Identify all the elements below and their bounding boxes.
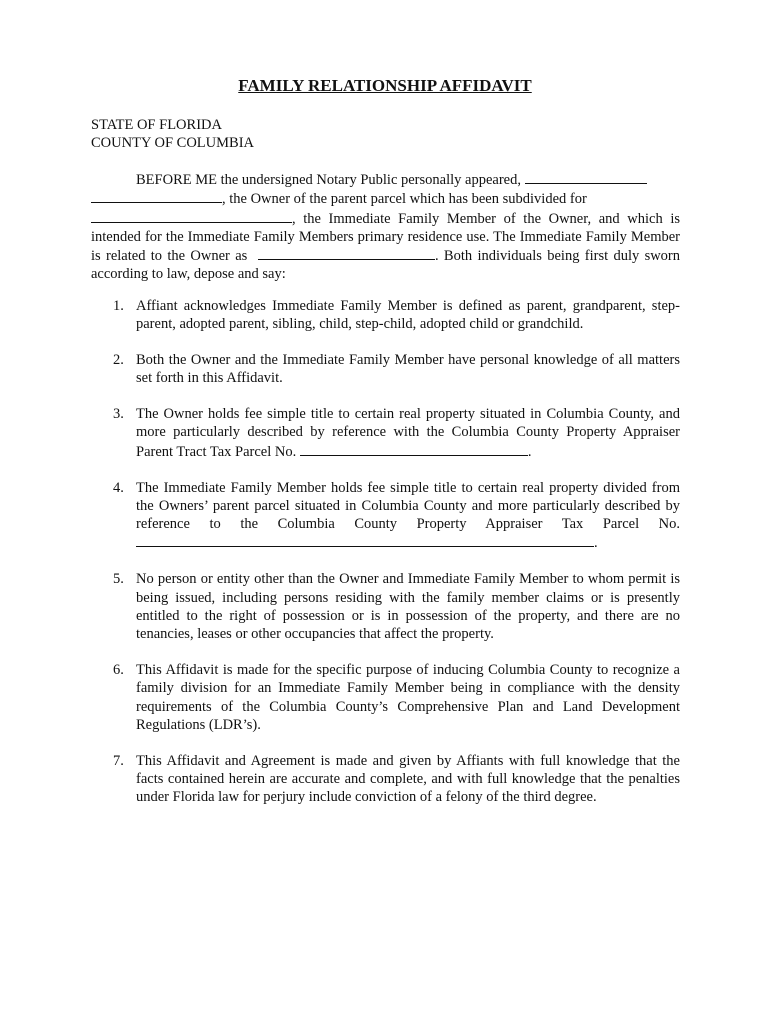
clause-text: Affiant acknowledges Immediate Family Member is defined as parent, grandparent, step-parent, adopted parent, sibling, child, step-child, adopted child or grandchild.	[136, 298, 680, 333]
clause-number: 1.	[113, 298, 124, 314]
intro-text-1: BEFORE ME the undersigned Notary Public personally appeared,	[136, 172, 521, 188]
intro-text-3: , the Immediate Family Member of the Owner, and which is intended for the Immediate Family Members primary residence use. The Immediate Family Member is related to the Owner as	[91, 210, 680, 265]
clause-text: The Immediate Family Member holds fee simple title to certain real property divided from the Owners’ parent parcel situated in Columbia County and more particularly described by reference to the Columbia County Property Appraiser Tax Parcel No.	[136, 479, 680, 533]
clause-number: 4.	[113, 479, 124, 496]
clause-item	[91, 570, 680, 643]
intro-text-4: . Both individuals being first duly sworn according to law, depose and say:	[91, 248, 681, 283]
owner-name-blank[interactable]	[91, 189, 222, 203]
document-title: FAMILY RELATIONSHIP AFFIDAVIT	[238, 76, 532, 95]
affidavit-clauses	[91, 297, 680, 824]
intro-paragraph	[91, 170, 680, 284]
venue-block	[91, 116, 254, 152]
clause-item	[91, 661, 680, 734]
state-line: STATE OF FLORIDA	[91, 117, 222, 133]
intro-text-2: , the Owner of the parent parcel which has been subdivided for	[222, 191, 587, 208]
clause-number: 7.	[113, 752, 124, 769]
clause-number: 5.	[113, 571, 124, 588]
clause-item	[91, 297, 680, 334]
parent-parcel-number-blank[interactable]	[300, 442, 528, 456]
county-line: COUNTY OF COLUMBIA	[91, 135, 254, 151]
family-member-name-blank[interactable]	[91, 209, 292, 223]
clause-end: .	[594, 535, 598, 552]
affiant-name-blank[interactable]	[525, 170, 647, 184]
clause-item	[91, 479, 680, 553]
clause-item	[91, 405, 680, 461]
clause-end: .	[527, 443, 532, 460]
clause-item	[91, 752, 680, 807]
clause-text: Both the Owner and the Immediate Family Member have personal knowledge of all matters set forth in this Affidavit.	[136, 352, 680, 387]
clause-number: 6.	[113, 661, 124, 678]
clause-item	[91, 351, 680, 388]
relationship-blank[interactable]	[258, 246, 435, 260]
family-parcel-number-blank[interactable]	[136, 533, 594, 547]
clause-text: This Affidavit and Agreement is made and given by Affiants with full knowledge that the facts contained herein are accurate and complete, and with full knowledge that the penalties under Florida law for perjury include conviction of a felony of the third degree.	[136, 752, 680, 806]
clause-number: 3.	[113, 406, 124, 423]
clause-text: This Affidavit is made for the specific purpose of inducing Columbia County to recognize a family division for an Immediate Family Member being in compliance with the density requirements of the Columbia County’s Comprehensive Plan and Land Development Regulations (LDR’s).	[136, 661, 680, 733]
clause-text: No person or entity other than the Owner and Immediate Family Member to whom permit is being issued, including persons residing with the family member claims or is presently entitled to the right of possession or is in possession of the property, and there are no tenancies, leases or other occupancies that affect the property.	[136, 571, 680, 643]
clause-number: 2.	[113, 352, 124, 369]
clause-text: The Owner holds fee simple title to certain real property situated in Columbia County, and more particularly described by reference with the Columbia County Property Appraiser Parent Tract Tax Parcel No.	[136, 406, 680, 460]
